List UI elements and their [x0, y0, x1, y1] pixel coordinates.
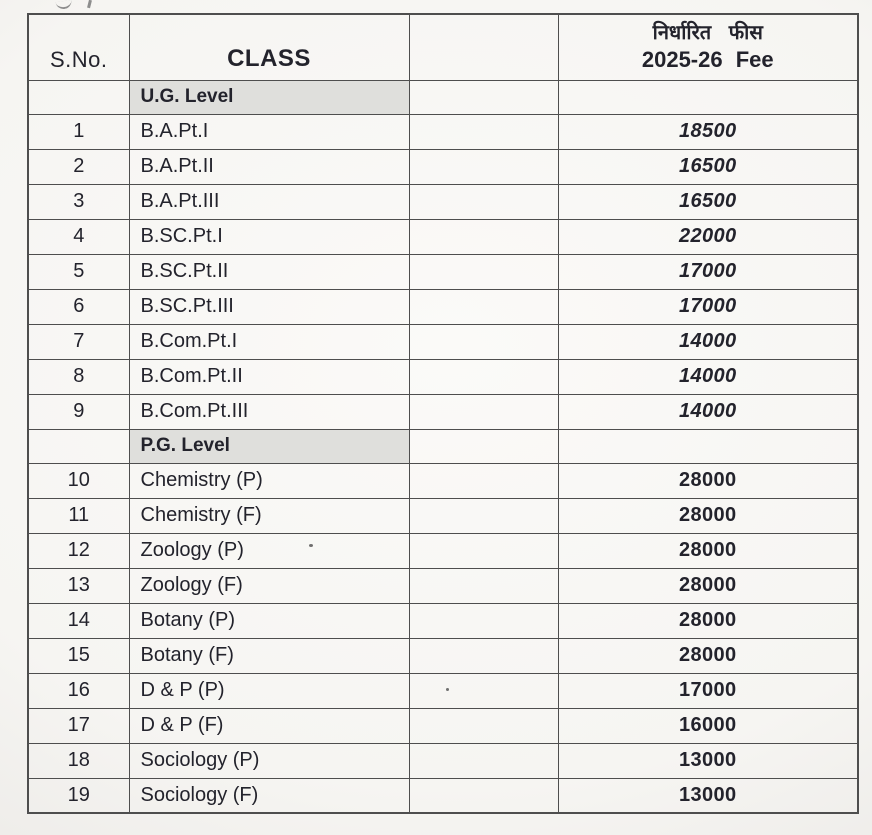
- class-cell: Chemistry (F): [129, 498, 409, 533]
- class-cell: Zoology (P): [129, 533, 409, 568]
- class-cell: Zoology (F): [129, 568, 409, 603]
- class-cell: Sociology (P): [129, 743, 409, 778]
- blank-cell: [409, 638, 558, 673]
- sno-cell: 4: [28, 219, 129, 254]
- table-row: [28, 254, 858, 289]
- fee-cell: 22000: [558, 219, 858, 254]
- blank-cell: [409, 673, 558, 708]
- header-fee: [558, 14, 858, 80]
- fee-cell: 16500: [558, 149, 858, 184]
- sno-cell: 7: [28, 324, 129, 359]
- blank-cell: [409, 324, 558, 359]
- class-cell: B.Com.Pt.III: [129, 394, 409, 429]
- sno-cell: 10: [28, 463, 129, 498]
- class-cell: B.A.Pt.I: [129, 114, 409, 149]
- fee-cell: 28000: [558, 533, 858, 568]
- class-cell: B.Com.Pt.II: [129, 359, 409, 394]
- pen-stroke: [56, 0, 73, 10]
- fee-cell: 17000: [558, 254, 858, 289]
- blank-cell: [409, 254, 558, 289]
- header-class: CLASS: [129, 14, 409, 80]
- blank-cell: [409, 114, 558, 149]
- table-row: [28, 114, 858, 149]
- class-cell: B.A.Pt.III: [129, 184, 409, 219]
- sno-cell: 19: [28, 778, 129, 813]
- sno-cell: 11: [28, 498, 129, 533]
- class-cell: Botany (P): [129, 603, 409, 638]
- table-row: [28, 778, 858, 813]
- fee-cell: 28000: [558, 463, 858, 498]
- section-fee-cell: [558, 429, 858, 463]
- header-fee-hindi: निर्धारित फीस: [652, 22, 763, 44]
- sno-cell: 12: [28, 533, 129, 568]
- section-row: [28, 429, 858, 463]
- sno-cell: 13: [28, 568, 129, 603]
- blank-cell: [409, 603, 558, 638]
- blank-cell: [409, 289, 558, 324]
- class-cell: Sociology (F): [129, 778, 409, 813]
- fee-cell: 28000: [558, 638, 858, 673]
- class-cell: D & P (P): [129, 673, 409, 708]
- fee-cell: 16500: [558, 184, 858, 219]
- table-row: [28, 568, 858, 603]
- sno-cell: 1: [28, 114, 129, 149]
- handwriting-artifact: [56, 0, 126, 9]
- blank-cell: [409, 463, 558, 498]
- fee-cell: 13000: [558, 778, 858, 813]
- sno-cell: 16: [28, 673, 129, 708]
- section-row: [28, 80, 858, 114]
- table-row: [28, 673, 858, 708]
- sno-cell: 2: [28, 149, 129, 184]
- blank-cell: [409, 743, 558, 778]
- sno-cell: 17: [28, 708, 129, 743]
- table-row: [28, 498, 858, 533]
- blank-cell: [409, 219, 558, 254]
- table-row: [28, 289, 858, 324]
- table-body: [28, 80, 858, 813]
- section-blank-cell: [409, 429, 558, 463]
- fee-table: [27, 13, 859, 814]
- table-row: [28, 638, 858, 673]
- table-row: [28, 603, 858, 638]
- blank-cell: [409, 149, 558, 184]
- blank-cell: [409, 498, 558, 533]
- fee-cell: 28000: [558, 568, 858, 603]
- class-cell: Chemistry (P): [129, 463, 409, 498]
- fee-cell: 28000: [558, 498, 858, 533]
- fee-cell: 16000: [558, 708, 858, 743]
- section-fee-cell: [558, 80, 858, 114]
- section-sno-cell: [28, 80, 129, 114]
- blank-cell: [409, 708, 558, 743]
- table-row: [28, 533, 858, 568]
- blank-cell: [409, 533, 558, 568]
- sno-cell: 18: [28, 743, 129, 778]
- fee-cell: 14000: [558, 324, 858, 359]
- header-blank: [409, 14, 558, 80]
- table-row: [28, 219, 858, 254]
- fee-cell: 13000: [558, 743, 858, 778]
- table-row: [28, 324, 858, 359]
- fee-cell: 17000: [558, 289, 858, 324]
- sno-cell: 14: [28, 603, 129, 638]
- section-blank-cell: [409, 80, 558, 114]
- class-cell: B.SC.Pt.III: [129, 289, 409, 324]
- pen-stroke: [87, 0, 92, 8]
- blank-cell: [409, 568, 558, 603]
- blank-cell: [409, 359, 558, 394]
- fee-cell: 17000: [558, 673, 858, 708]
- table-row: [28, 463, 858, 498]
- sno-cell: 8: [28, 359, 129, 394]
- sno-cell: 6: [28, 289, 129, 324]
- table-row: [28, 359, 858, 394]
- header-row: [28, 14, 858, 80]
- blank-cell: [409, 184, 558, 219]
- fee-cell: 18500: [558, 114, 858, 149]
- sno-cell: 5: [28, 254, 129, 289]
- header-sno: S.No.: [28, 14, 129, 80]
- table-row: [28, 394, 858, 429]
- blank-cell: [409, 778, 558, 813]
- table-row: [28, 149, 858, 184]
- table-row: [28, 743, 858, 778]
- table-row: [28, 184, 858, 219]
- section-label: U.G. Level: [129, 80, 409, 114]
- fee-cell: 14000: [558, 394, 858, 429]
- fee-cell: 28000: [558, 603, 858, 638]
- sno-cell: 3: [28, 184, 129, 219]
- sno-cell: 15: [28, 638, 129, 673]
- class-cell: D & P (F): [129, 708, 409, 743]
- fee-cell: 14000: [558, 359, 858, 394]
- section-label: P.G. Level: [129, 429, 409, 463]
- section-sno-cell: [28, 429, 129, 463]
- class-cell: B.Com.Pt.I: [129, 324, 409, 359]
- sno-cell: 9: [28, 394, 129, 429]
- class-cell: B.SC.Pt.II: [129, 254, 409, 289]
- class-cell: B.SC.Pt.I: [129, 219, 409, 254]
- header-fee-year: 2025-26 Fee: [641, 47, 774, 72]
- table-row: [28, 708, 858, 743]
- blank-cell: [409, 394, 558, 429]
- class-cell: B.A.Pt.II: [129, 149, 409, 184]
- class-cell: Botany (F): [129, 638, 409, 673]
